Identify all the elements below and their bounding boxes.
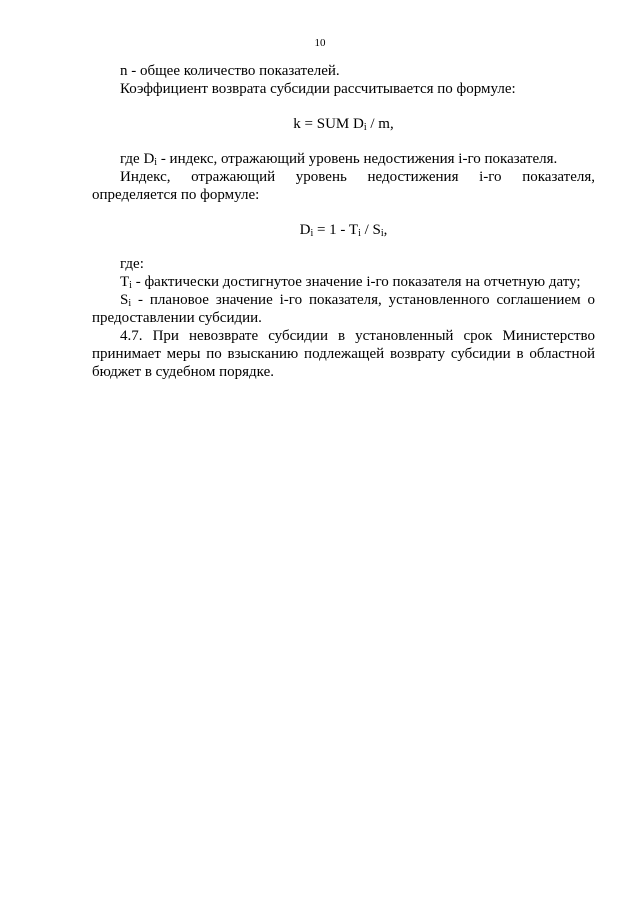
- formula-index-part2: = 1 - T: [313, 222, 359, 238]
- si-definition-subscript: i: [128, 298, 132, 309]
- si-definition-end: - плановое значение i-го показателя, установленного соглашением о предоставлении субсидии.: [92, 292, 595, 326]
- paragraph-n-definition: n - общее количество показателей.: [120, 63, 340, 79]
- di-definition-start: где D: [120, 151, 155, 167]
- formula-coefficient-lhs: k = SUM D: [293, 116, 364, 132]
- ti-definition-start: T: [120, 274, 130, 290]
- ti-definition-subscript: i: [129, 280, 132, 291]
- formula-coefficient-rhs: / m,: [366, 116, 394, 132]
- di-definition-end: - индекс, отражающий уровень недостижения i-го показателя.: [157, 151, 558, 167]
- formula-index-sub3: i: [380, 228, 384, 239]
- paragraph-di-definition: [92, 150, 595, 168]
- formula-index: [92, 221, 595, 239]
- di-definition-subscript: i: [154, 157, 158, 168]
- formula-index-part3: / S: [360, 222, 381, 238]
- paragraph-si-definition: [92, 291, 595, 327]
- formula-index-part1: D: [299, 222, 311, 238]
- paragraph-ti-definition: [92, 273, 595, 291]
- formula-coefficient-subscript: i: [363, 122, 367, 133]
- ti-definition-end: - фактически достигнутое значение i-го показателя на отчетную дату;: [131, 274, 581, 290]
- document-body: [92, 62, 595, 381]
- formula-index-sub2: i: [358, 228, 361, 239]
- paragraph-section-4-7: 4.7. При невозврате субсидии в установленный срок Министерство принимает меры по взысканию подлежащей возврату субсидии в областной бюджет в судебном порядке.: [92, 328, 595, 380]
- formula-index-part4: ,: [383, 222, 388, 238]
- paragraph-index-intro: Индекс, отражающий уровень недостижения i-го показателя, определяется по формуле:: [92, 169, 595, 203]
- si-definition-start: S: [120, 292, 129, 308]
- paragraph-where: где:: [120, 256, 144, 272]
- page-number: 10: [314, 37, 326, 49]
- formula-coefficient: [92, 115, 595, 133]
- formula-index-sub1: i: [310, 228, 314, 239]
- paragraph-coefficient-intro: Коэффициент возврата субсидии рассчитывается по формуле:: [120, 81, 516, 97]
